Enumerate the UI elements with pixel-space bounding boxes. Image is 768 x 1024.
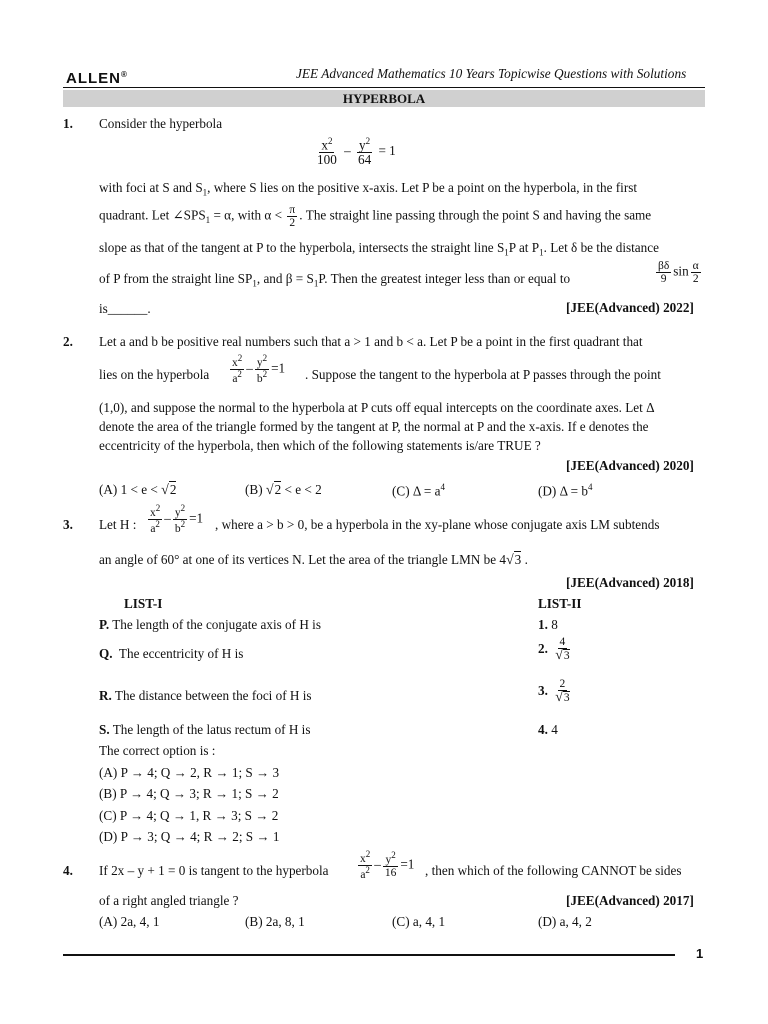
q1-line-1: with foci at S and $S_1$, where S lies on the positive x-axis. Let P be a point on the hyperbola, in the first <box>99 180 638 198</box>
q3-source: [JEE(Advanced) 2018] <box>566 575 694 590</box>
q4-line-2: of a right angled triangle ? <box>99 893 239 908</box>
q3-line-1b: , where a > b > 0, be a hyperbola in the xy-plane whose conjugate axis LM subtends <box>215 517 660 532</box>
q1-source: [JEE(Advanced) 2022] <box>566 300 694 315</box>
q4-number: 4. <box>63 863 73 878</box>
q4-option-c: (C) a, 4, 1 <box>392 914 446 929</box>
q2-option-a: (A) 1 < e < √2 <box>99 482 177 498</box>
q2-line-4: denote the area of the triangle formed by the tangent at P, the normal at P and the x-axis. If e denotes the <box>99 419 649 434</box>
q3-line-1a: Let H : <box>99 517 137 532</box>
list-2-item-1: 1. 8 <box>538 617 558 632</box>
q2-source: [JEE(Advanced) 2020] <box>566 458 694 473</box>
q4-source: [JEE(Advanced) 2017] <box>566 893 694 908</box>
q3-option-d: (D) P → 3; Q → 4; R → 2; S → 1 <box>99 829 280 844</box>
footer-rule <box>63 954 675 956</box>
q1-expression: $\frac{\beta\delta}{9}$ sin $\frac{\alpha}{2}$ <box>658 260 699 286</box>
list-1-heading: LIST-I <box>124 596 163 611</box>
q1-line-4: of P from the straight line $SP_1$, and $\beta = S_1P$. Then the greatest integer less than or equal to <box>99 271 571 289</box>
q3-hyperbola: $\frac{x^2}{a^2}$ – $\frac{y^2}{b^2}$ =1 <box>150 503 204 535</box>
q4-option-d: (D) a, 4, 2 <box>538 914 592 929</box>
series-title: JEE Advanced Mathematics 10 Years Topicwise Questions with Solutions <box>296 66 687 81</box>
allen-logo: ALLEN® <box>66 70 128 87</box>
list-2-heading: LIST-II <box>538 596 582 611</box>
q4-option-b: (B) 2a, 8, 1 <box>245 914 305 929</box>
q3-option-a: (A) P → 4; Q → 2, R → 1; S → 3 <box>99 765 280 780</box>
q1-intro: Consider the hyperbola <box>99 116 223 131</box>
list-2-item-3: 3. $\frac{2}{√3}$ <box>538 678 570 706</box>
q3-option-c: (C) P → 4; Q → 1, R → 3; S → 2 <box>99 808 279 823</box>
q3-prompt: The correct option is : <box>99 743 216 758</box>
list-2-item-4: 4. 4 <box>538 722 558 737</box>
q3-line-2: an angle of 60° at one of its vertices N. Let the area of the triangle LMN be 4√3 . <box>99 552 528 568</box>
list-1-item-s: S. The length of the latus rectum of H is <box>99 722 311 737</box>
page-number: 1 <box>696 946 704 961</box>
list-2-item-2: 2. $\frac{4}{√3}$ <box>538 636 570 664</box>
q2-line-5: eccentricity of the hyperbola, then which of the following statements is/are TRUE ? <box>99 438 541 453</box>
q2-line-2b: . Suppose the tangent to the hyperbola at P passes through the point <box>305 367 661 382</box>
q3-option-b: (B) P → 4; Q → 3; R → 1; S → 2 <box>99 786 279 801</box>
q3-number: 3. <box>63 517 73 532</box>
q2-hyperbola: $\frac{x^2}{a^2}$ – $\frac{y^2}{b^2}$ =1 <box>232 353 286 385</box>
q2-line-3: (1,0), and suppose the normal to the hyperbola at P cuts off equal intercepts on the coordinate axes. Let Δ <box>99 400 655 415</box>
q1-line-3: slope as that of the tangent at P to the hyperbola, intersects the straight line $S_1P$ at $P_1$. Let δ be the distance <box>99 240 659 258</box>
q1-equation: $\frac{x^2}{100}$ – $\frac{y^2}{64}$ = 1 <box>317 136 396 168</box>
q2-number: 2. <box>63 334 73 349</box>
q1-blank: is______. <box>99 301 151 316</box>
header-rule <box>63 87 705 88</box>
q2-option-d: (D) $\Delta = b^4$ <box>538 482 593 499</box>
q2-option-b: (B) √2 < e < 2 <box>245 482 322 498</box>
q1-line-2: quadrant. Let $\angle SPS_1 = \alpha$, with α < $\frac{\pi}{2}$ . The straight line passing through the point S and having the same <box>99 204 652 230</box>
q2-option-c: (C) $\Delta = a^4$ <box>392 482 446 499</box>
q4-line-1b: , then which of the following CANNOT be sides <box>425 863 682 878</box>
q2-line-1: Let a and b be positive real numbers such that a > 1 and b < a. Let P be a point in the first quadrant that <box>99 334 643 349</box>
q4-line-1a: If 2x – y + 1 = 0 is tangent to the hyperbola <box>99 863 329 878</box>
q1-number: 1. <box>63 116 73 131</box>
list-1-item-r: R. The distance between the foci of H is <box>99 688 312 703</box>
list-1-item-q: Q. The eccentricity of H is <box>99 646 244 661</box>
q4-hyperbola: $\frac{x^2}{a^2}$ – $\frac{y^2}{16}$ =1 <box>360 849 415 881</box>
list-1-item-p: P. The length of the conjugate axis of H is <box>99 617 321 632</box>
chapter-title: HYPERBOLA <box>63 90 705 107</box>
q4-option-a: (A) 2a, 4, 1 <box>99 914 160 929</box>
q2-line-2: lies on the hyperbola <box>99 367 210 382</box>
